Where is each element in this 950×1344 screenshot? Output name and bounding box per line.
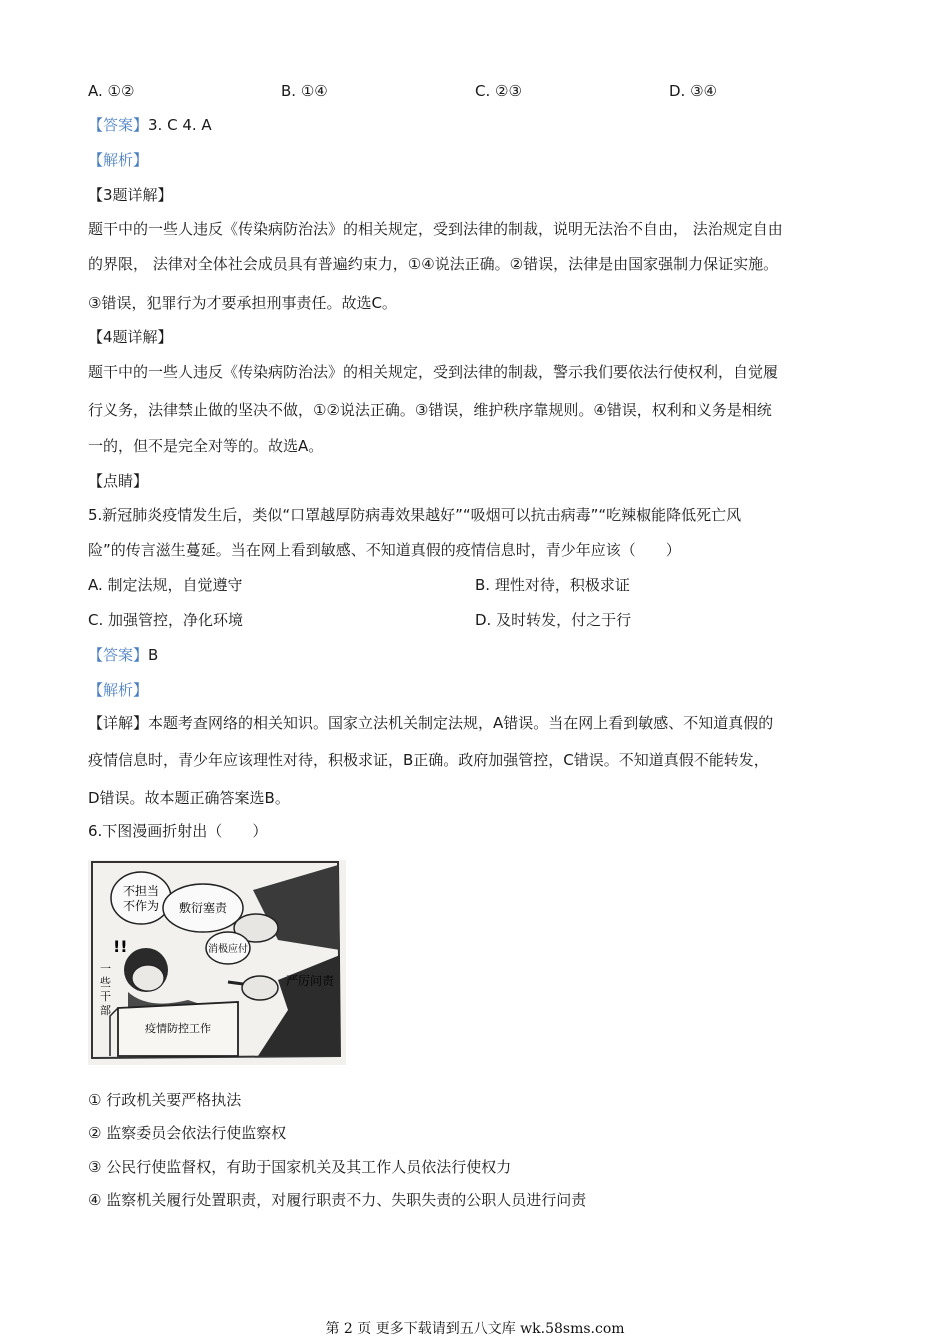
answer-line-34 (88, 115, 212, 135)
side-label-char: 干 (100, 990, 111, 1003)
q5-detail-line (88, 713, 773, 733)
q4-detail-tag: 【4题详解】 (88, 328, 173, 346)
option-a: A. ①② (88, 82, 135, 100)
q5-detail-tag: 【详解】 (88, 714, 149, 732)
option-d: D. ③④ (669, 82, 717, 100)
side-label-char: 些 (100, 976, 111, 989)
svg-text:!!: !! (113, 937, 128, 956)
q3-detail-tag: 【3题详解】 (88, 186, 173, 204)
desk-label: 疫情防控工作 (145, 1022, 211, 1035)
q6-statement: ④ 监察机关履行处置职责，对履行职责不力、失职失责的公职人员进行问责 (88, 1191, 587, 1209)
bubble2-text: 敷衍塞责 (178, 901, 228, 915)
q6-statement: ③ 公民行使监督权，有助于国家机关及其工作人员依法行使权力 (88, 1158, 512, 1176)
answer-tag: 【答案】 (88, 646, 149, 664)
q5-option-b: B. 理性对待，积极求证 (475, 576, 630, 594)
cartoon-image (88, 860, 346, 1065)
q5-option-c: C. 加强管控，净化环境 (88, 611, 244, 629)
q3-text-line: ③错误，犯罪行为才要承担刑事责任。故选C。 (88, 294, 397, 312)
answer-tag: 【答案】 (88, 116, 149, 134)
q4-text-line: 行义务，法律禁止做的坚决不做，①②说法正确。③错误，维护秩序靠规则。④错误，权利和义务是相统 (88, 401, 772, 419)
bubble1-line: 不作为 (122, 899, 160, 913)
q5-stem-line: 险”的传言滋生蔓延。当在网上看到敏感、不知道真假的疫情信息时，青少年应该（ ） (88, 541, 681, 559)
q3-text-line: 的界限， 法律对全体社会成员具有普遍约束力，①④说法正确。②错误，法律是由国家强制力保证实施。 (88, 255, 779, 273)
side-label-char: 部 (100, 1004, 111, 1017)
q5-detail-line: 疫情信息时，青少年应该理性对待，积极求证，B正确。政府加强管控，C错误。不知道真假不能转发， (88, 751, 769, 769)
bubble1-line: 不担当 (122, 884, 160, 898)
q5-stem-line: 5.新冠肺炎疫情发生后，类似“口罩越厚防病毒效果越好”“吸烟可以抗击病毒”“吃辣椒能降低死亡风 (88, 506, 742, 524)
answer-line-5 (88, 645, 158, 665)
option-c: C. ②③ (475, 82, 522, 100)
analysis-tag: 【解析】 (88, 151, 149, 169)
q5-detail-line: D错误。故本题正确答案选B。 (88, 789, 290, 807)
q5-option-a: A. 制定法规，自觉遵守 (88, 576, 243, 594)
option-b: B. ①④ (281, 82, 328, 100)
q6-statement: ① 行政机关要严格执法 (88, 1091, 242, 1109)
page-footer: 第 2 页 更多下载请到五八文库 wk.58sms.com (325, 1321, 625, 1337)
bubble3-text: 消极应付 (208, 944, 248, 955)
q5-detail-text: 本题考查网络的相关知识。国家立法机关制定法规，A错误。当在网上看到敏感、不知道真假的 (148, 714, 774, 732)
hand-label: 严厉问责 (285, 974, 335, 988)
q6-statement: ② 监察委员会依法行使监察权 (88, 1124, 287, 1142)
answer-value: B (148, 646, 159, 664)
q4-text-line: 一的，但不是完全对等的。故选A。 (88, 437, 324, 455)
q3-text-line: 题干中的一些人违反《传染病防治法》的相关规定，受到法律的制裁，说明无法治不自由， 法治规定自由 (88, 220, 783, 238)
q5-option-d: D. 及时转发，付之于行 (475, 611, 632, 629)
q4-text-line: 题干中的一些人违反《传染病防治法》的相关规定，受到法律的制裁，警示我们要依法行使权利，自觉履 (88, 363, 779, 381)
side-label-char: 一 (100, 962, 111, 975)
dianjing-tag: 【点睛】 (88, 472, 149, 490)
analysis-tag: 【解析】 (88, 681, 149, 699)
answer-value: 3. C 4. A (148, 116, 212, 134)
q6-stem: 6.下图漫画折射出（ ） (88, 822, 268, 840)
